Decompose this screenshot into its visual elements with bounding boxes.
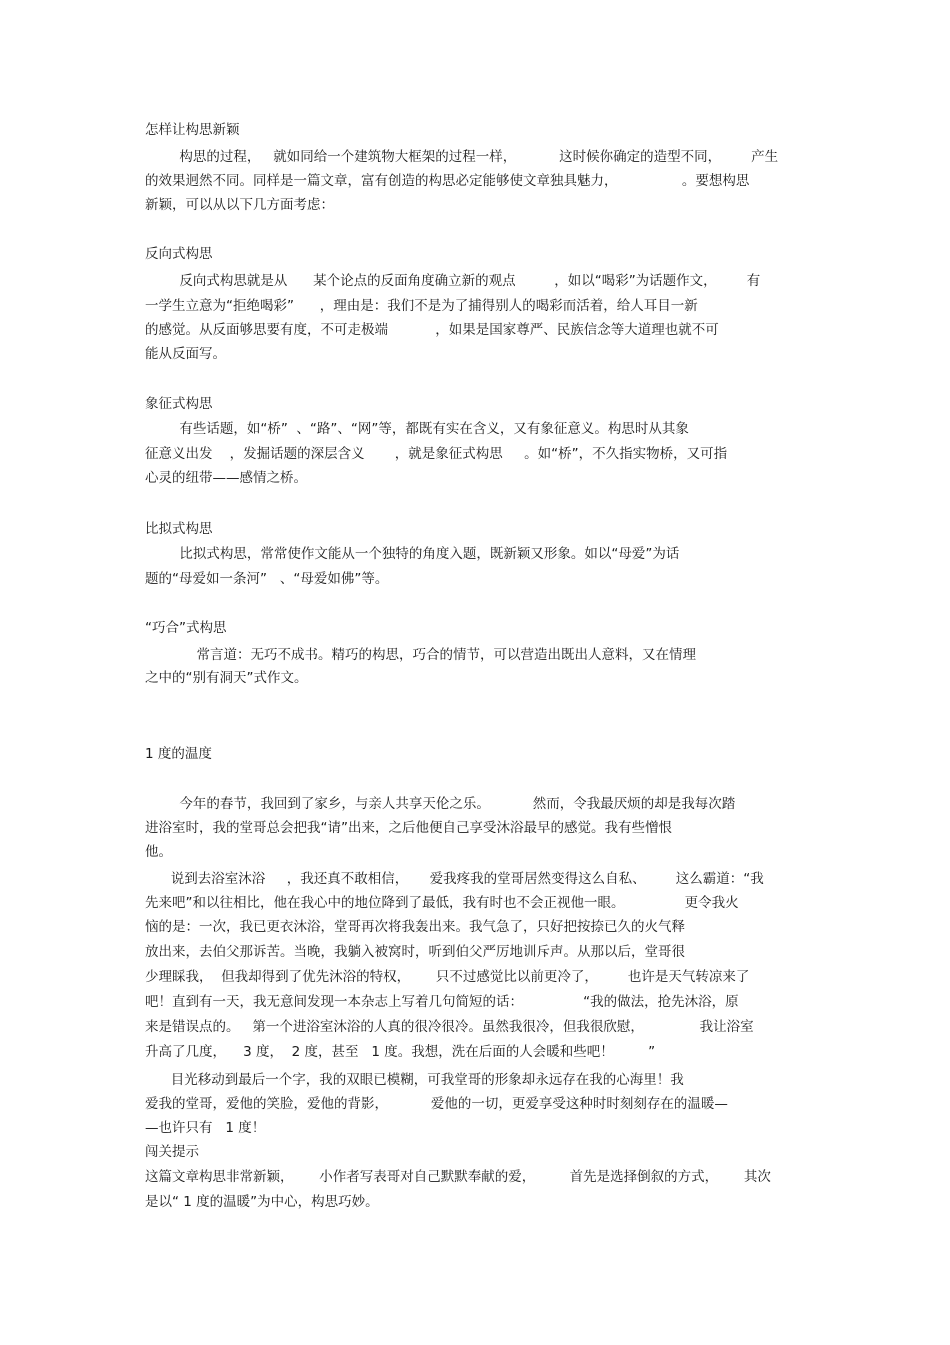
paragraph-line: 新颖，可以从以下几方面考虑： bbox=[145, 197, 334, 213]
paragraph-line: 爱我的堂哥，爱他的笑脸，爱他的背影， 爱他的一切，更爱享受这种时时刻刻存在的温暖— bbox=[145, 1096, 728, 1112]
essay-title: 1 度的温度 bbox=[145, 746, 212, 762]
paragraph-line: 少理睬我， 但我却得到了优先沐浴的特权， 只不过感觉比以前更冷了， 也许是天气转凉来了 bbox=[145, 969, 750, 985]
paragraph-line: 说到去浴室沐浴 ，我还真不敢相信， 爱我疼我的堂哥居然变得这么自私、 这么霸道：“我 bbox=[145, 871, 764, 887]
paragraph-line: 的感觉。从反面够思要有度，不可走极端 ，如果是国家尊严、民族信念等大道理也就不可 bbox=[145, 322, 719, 338]
paragraph-line: 吧！直到有一天，我无意间发现一本杂志上写着几句简短的话： “我的做法，抢先沐浴，原 bbox=[145, 994, 739, 1010]
paragraph-line: 心灵的纽带——感情之桥。 bbox=[145, 470, 307, 486]
paragraph-line: 一学生立意为“拒绝喝彩” ，理由是：我们不是为了捕得别人的喝彩而活着，给人耳目一新 bbox=[145, 298, 698, 314]
paragraph-line: 常言道：无巧不成书。精巧的构思，巧合的情节，可以营造出既出人意料，又在情理 bbox=[145, 647, 696, 663]
paragraph-line: 题的“母爱如一条河” 、“母爱如佛”等。 bbox=[145, 571, 389, 587]
paragraph-line: 放出来，去伯父那诉苦。当晚，我躺入被窝时，听到伯父严厉地训斥声。从那以后，堂哥很 bbox=[145, 944, 685, 960]
paragraph-line: 他。 bbox=[145, 844, 172, 860]
paragraph-line: 这篇文章构思非常新颖， 小作者写表哥对自己默默奉献的爱， 首先是选择倒叙的方式， 其次 bbox=[145, 1169, 771, 1185]
paragraph-line: 目光移动到最后一个字，我的双眼已模糊，可我堂哥的形象却永远存在我的心海里！我 bbox=[145, 1072, 684, 1088]
paragraph-line: 征意义出发 ，发掘话题的深层含义 ，就是象征式构思 。如“桥”，不久指实物桥，又可指 bbox=[145, 446, 728, 462]
paragraph-line: 之中的“别有洞天”式作文。 bbox=[145, 670, 308, 686]
paragraph-line: 比拟式构思，常常使作文能从一个独特的角度入题，既新颖又形象。如以“母爱”为话 bbox=[145, 546, 680, 562]
paragraph-line: 的效果迥然不同。同样是一篇文章，富有创造的构思必定能够使文章独具魅力， 。要想构思 bbox=[145, 173, 750, 189]
paragraph-line: 今年的春节，我回到了家乡，与亲人共享天伦之乐。 然而，令我最厌烦的却是我每次踏 bbox=[145, 796, 736, 812]
paragraph-line: 构思的过程， 就如同给一个建筑物大框架的过程一样， 这时候你确定的造型不同， 产生 bbox=[145, 149, 779, 165]
tips-heading: 闯关提示 bbox=[145, 1144, 199, 1160]
paragraph-line: —也许只有 1 度！ bbox=[145, 1120, 266, 1136]
section-heading: 怎样让构思新颖 bbox=[145, 122, 240, 138]
paragraph-line: 反向式构思就是从 某个论点的反面角度确立新的观点 ，如以“喝彩”为话题作文， 有 bbox=[145, 273, 761, 289]
paragraph-line: 能从反面写。 bbox=[145, 346, 226, 362]
paragraph-line: 升高了几度， 3 度， 2 度，甚至 1 度。我想，洗在后面的人会暖和些吧！ ” bbox=[145, 1044, 656, 1060]
section-heading: “巧合”式构思 bbox=[145, 620, 227, 636]
paragraph-line: 先来吧”和以往相比，他在我心中的地位降到了最低，我有时也不会正视他一眼。 更令我火 bbox=[145, 895, 739, 911]
paragraph-line: 恼的是：一次，我已更衣沐浴，堂哥再次将我轰出来。我气急了，只好把按捺已久的火气释 bbox=[145, 919, 685, 935]
section-heading: 比拟式构思 bbox=[145, 521, 213, 537]
paragraph-line: 进浴室时，我的堂哥总会把我“请”出来，之后他便自己享受沐浴最早的感觉。我有些憎恨 bbox=[145, 820, 672, 836]
section-heading: 象征式构思 bbox=[145, 396, 213, 412]
paragraph-line: 是以“ 1 度的温暖”为中心，构思巧妙。 bbox=[145, 1194, 379, 1210]
paragraph-line: 来是错误点的。 第一个进浴室沐浴的人真的很冷很冷。虽然我很冷，但我很欣慰， 我让浴室 bbox=[145, 1019, 754, 1035]
section-heading: 反向式构思 bbox=[145, 246, 213, 262]
paragraph-line: 有些话题，如“桥” 、“路”、“网”等，都既有实在含义，又有象征意义。构思时从其象 bbox=[145, 421, 689, 437]
